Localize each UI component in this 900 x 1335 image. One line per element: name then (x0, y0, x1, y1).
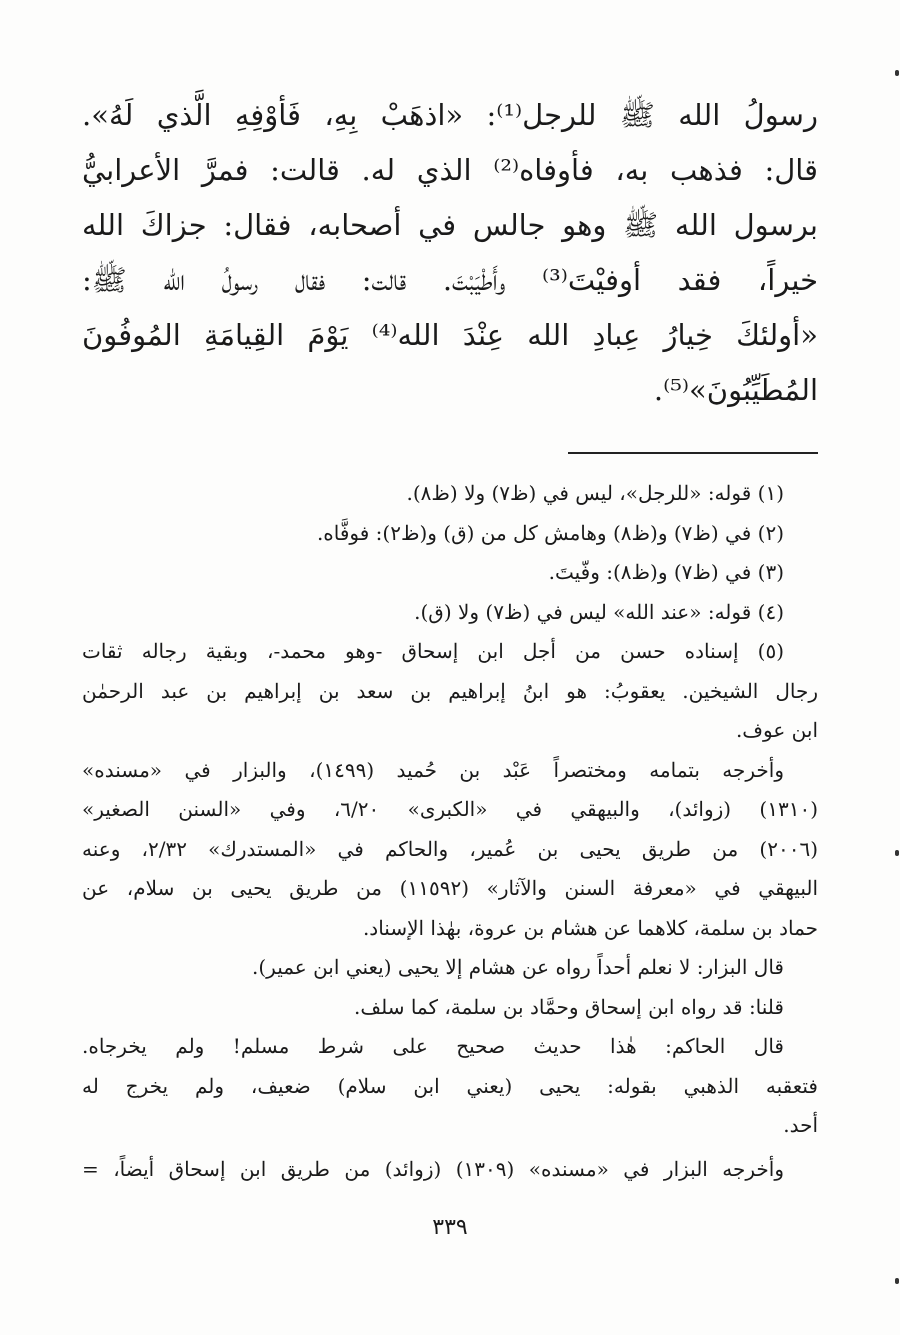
footnote-5-line: وأخرجه بتمامه ومختصراً عَبْد بن حُميد (١٤٩٩)، والبزار في «مسنده» (82, 757, 784, 782)
footnote-5-line: حماد بن سلمة، كلاهما عن هشام بن عروة، بهٰذا الإسناد. (362, 915, 818, 940)
footnote-5-line: فتعقبه الذهبي بقوله: يحيى (يعني ابن سلام) ضعيف، ولم يخرج له (82, 1073, 818, 1098)
footnote-separator (568, 452, 818, 454)
scan-mark (895, 850, 899, 856)
footnote-2: (٢) في (ظ٧) و(ظ٨) وهامش كل من (ق) و(ظ٢): فوفَّاه. (316, 520, 784, 545)
hadith-line: المُطَيِّبُونَ»⁽⁵⁾. (653, 373, 818, 407)
hadith-line: قال: فذهب به، فأوفاه⁽²⁾ الذي له. قالت: فمرَّ الأعرابيُّ (82, 153, 818, 187)
page-number: ٣٣٩ (432, 1215, 468, 1240)
footnote-5: (٥) إسناده حسن من أجل ابن إسحاق -وهو محمد-، وبقية رجاله ثقات (82, 639, 784, 663)
footnote-4: (٤) قوله: «عند الله» ليس في (ظ٧) ولا (ق). (414, 599, 784, 624)
footnote-1: (١) قوله: «للرجل»، ليس في (ظ٧) ولا (ظ٨). (406, 481, 784, 505)
footnote-5-line: وأخرجه البزار في «مسنده» (١٣٠٩) (زوائد) من طريق ابن إسحاق أيضاً، = (82, 1156, 784, 1181)
footnotes (82, 474, 818, 1189)
footnote-5-line: قال الحاكم: هٰذا حديث صحيح على شرط مسلم! ولم يخرجاه. (82, 1034, 784, 1058)
footnote-5-line: قلنا: قد رواه ابن إسحاق وحمَّاد بن سلمة، كما سلف. (354, 994, 784, 1019)
footnote-5-line: (١٣١٠) (زوائد)، والبيهقي في «الكبرى» ٦/٢٠، وفي «السنن الصغير» (82, 797, 818, 821)
hadith-text (82, 88, 818, 418)
footnote-5-line: (٢٠٠٦) من طريق يحيى بن عُمير، والحاكم في «المستدرك» ٢/٣٢، وعنه (82, 836, 818, 861)
hadith-line: خيراً، فقد أوفيْتَ⁽³⁾ وأَطْيَبْتَ. قالت: فقال رسولُ الله ﷺ: (82, 263, 818, 297)
scan-mark (895, 70, 899, 76)
footnote-5-line: أحد. (783, 1113, 818, 1137)
scan-mark (895, 1278, 899, 1284)
footnote-5-line: البيهقي في «معرفة السنن والآثار» (١١٥٩٢) من طريق يحيى بن سلام، عن (82, 876, 818, 900)
footnote-3: (٣) في (ظ٧) و(ظ٨): وفّيتَ. (548, 560, 784, 584)
footnote-5-line: قال البزار: لا نعلم أحداً رواه عن هشام إلا يحيى (يعني ابن عمير). (252, 955, 784, 979)
hadith-line: برسول الله ﷺ وهو جالس في أصحابه، فقال: جزاكَ الله (82, 208, 818, 242)
footnote-5-line: ابن عوف. (735, 718, 818, 742)
hadith-line: «أولئكَ خِيارُ عِبادِ الله عِنْدَ الله⁽⁴⁾ يَوْمَ القِيامَةِ المُوفُونَ (82, 318, 818, 352)
footnote-5-line: رجال الشيخين. يعقوبُ: هو ابنُ إبراهيم بن سعد بن إبراهيم بن عبد الرحمٰن (82, 678, 818, 703)
hadith-line: رسولُ الله ﷺ للرجل⁽¹⁾: «اذهَبْ بِهِ، فَأوْفِهِ الَّذي لَهُ». (82, 98, 818, 132)
